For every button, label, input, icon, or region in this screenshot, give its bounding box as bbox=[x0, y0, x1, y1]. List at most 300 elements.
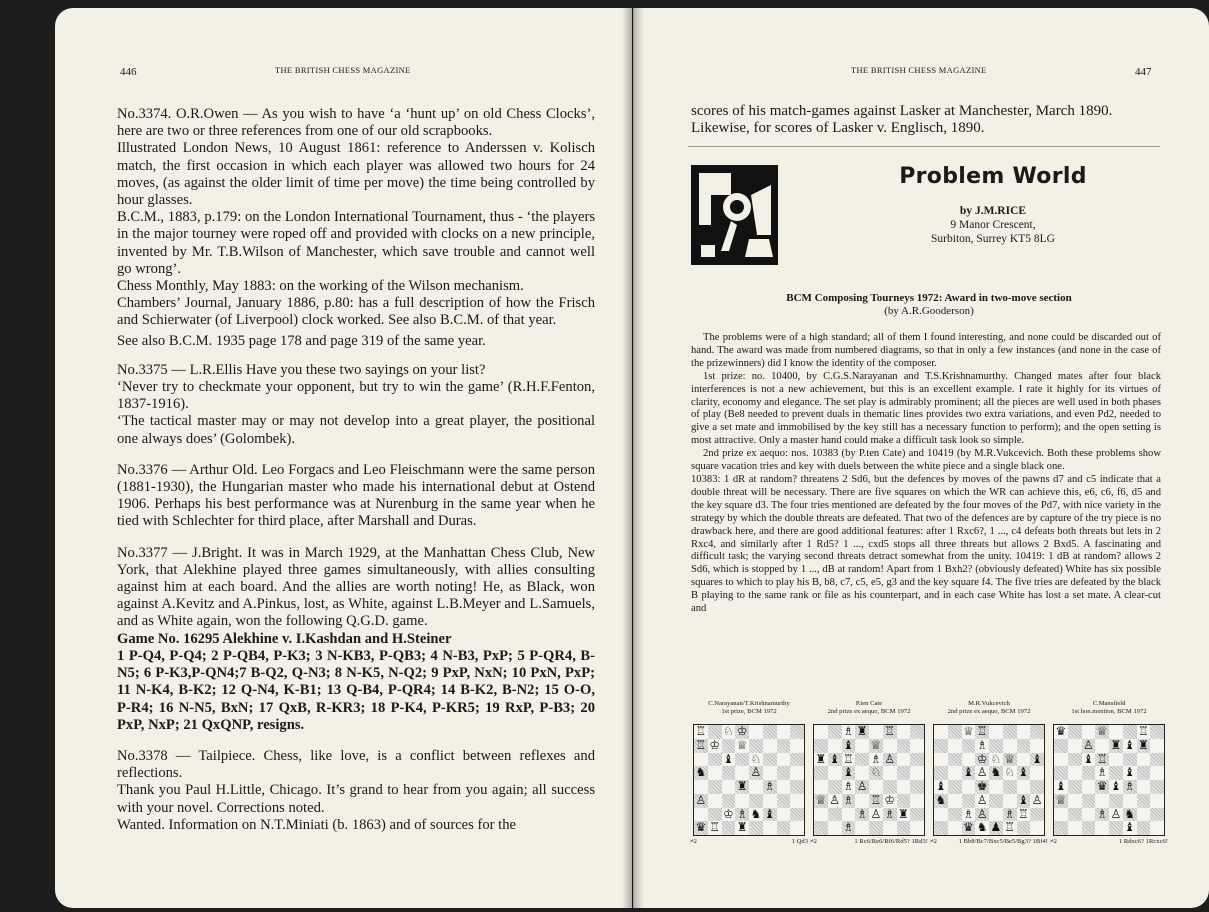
board-square bbox=[814, 808, 828, 822]
board-square bbox=[855, 794, 869, 808]
board-square bbox=[1150, 808, 1164, 822]
board-square bbox=[1150, 780, 1164, 794]
diagram-caption bbox=[930, 700, 1048, 724]
board-square bbox=[1123, 725, 1137, 739]
book-gutter bbox=[622, 8, 644, 908]
chess-piece-emblem-icon bbox=[691, 165, 778, 265]
board-square: ♝ bbox=[1017, 792, 1029, 807]
diagram-caption bbox=[690, 700, 808, 724]
paragraph: 2nd prize ex aequo: nos. 10383 (by P.ten Cate) and 10419 (by M.R.Vukcevich. Both these problems show square vacation tries and key with duels between the white piece and a single black one. bbox=[691, 448, 1161, 473]
paragraph: Chess Monthly, May 1883: on the working of the Wilson mechanism. bbox=[117, 278, 524, 295]
board-square: ♛ bbox=[695, 820, 707, 835]
board-square bbox=[1123, 794, 1137, 808]
board-square bbox=[1003, 725, 1017, 739]
board-square bbox=[763, 766, 777, 780]
board-square: ♗ bbox=[976, 737, 988, 752]
board-square bbox=[962, 794, 976, 808]
board-square: ♘ bbox=[870, 765, 882, 780]
board-square: ♙ bbox=[829, 792, 840, 807]
board-square: ♞ bbox=[935, 792, 947, 807]
board-square bbox=[814, 780, 828, 794]
board-square bbox=[763, 739, 777, 753]
board-square bbox=[897, 739, 911, 753]
board-square: ♖ bbox=[1004, 820, 1015, 835]
board-square: ♖ bbox=[976, 724, 988, 738]
board-square bbox=[910, 808, 924, 822]
board-square: ♗ bbox=[842, 820, 854, 835]
board-square bbox=[1054, 808, 1068, 822]
board-square bbox=[948, 808, 962, 822]
paragraph: No.3376 — Arthur Old. Leo Forgacs and Leo Fleischmann were the same person (1881-1930), the Hungarian master who made his international debut at Ostend 1906. Perhaps his best performance was at Nurenburg in the same year when he tied with Schlechter for third place, after Marshall and Duras. bbox=[117, 461, 595, 530]
board-square bbox=[708, 725, 722, 739]
board-square bbox=[869, 780, 883, 794]
board-square bbox=[897, 780, 911, 794]
board-square bbox=[735, 753, 749, 767]
board-square bbox=[948, 821, 962, 835]
board-square bbox=[1030, 766, 1044, 780]
board-square bbox=[989, 794, 1003, 808]
board-square bbox=[722, 794, 736, 808]
board-square bbox=[790, 808, 804, 822]
column-emblem bbox=[691, 165, 778, 265]
board-square bbox=[842, 808, 856, 822]
board-square bbox=[777, 821, 791, 835]
board-square: ♗ bbox=[1124, 779, 1135, 793]
board-square bbox=[1068, 725, 1082, 739]
board-square: ♙ bbox=[1031, 792, 1043, 807]
diagram-stipulation: ≠2 bbox=[1050, 838, 1057, 845]
board-square bbox=[1082, 766, 1096, 780]
board-square bbox=[934, 739, 948, 753]
board-square bbox=[883, 766, 897, 780]
board-square: ♙ bbox=[870, 806, 882, 821]
diagram-solution: 1 Qd3 bbox=[791, 838, 808, 845]
board-square: ♙ bbox=[976, 806, 988, 821]
diagram-footer bbox=[810, 838, 928, 846]
board-square bbox=[828, 766, 842, 780]
board-square: ♗ bbox=[736, 806, 748, 821]
board-square bbox=[1137, 808, 1151, 822]
board-square: ♝ bbox=[1110, 779, 1122, 793]
board-square: ♗ bbox=[1096, 765, 1108, 780]
board-square bbox=[989, 808, 1003, 822]
diagram-footer bbox=[930, 838, 1048, 846]
board-square bbox=[1150, 821, 1164, 835]
left-body-text bbox=[117, 106, 595, 834]
board-square bbox=[1054, 766, 1068, 780]
board-square: ♜ bbox=[856, 724, 868, 738]
board-square: ♗ bbox=[1096, 806, 1108, 821]
board-square bbox=[708, 766, 722, 780]
board-square: ♝ bbox=[842, 765, 854, 780]
board-square bbox=[749, 739, 763, 753]
board-square bbox=[1150, 725, 1164, 739]
board-square bbox=[828, 739, 842, 753]
board-square: ♙ bbox=[1110, 806, 1122, 821]
board-square: ♗ bbox=[842, 792, 854, 807]
board-square bbox=[1030, 725, 1044, 739]
board-square: ♜ bbox=[897, 806, 909, 821]
board-square bbox=[855, 739, 869, 753]
running-head: THE BRITISH CHESS MAGAZINE bbox=[851, 65, 987, 75]
diagram-caption bbox=[810, 700, 928, 724]
board-square: ♖ bbox=[884, 724, 895, 738]
board-square: ♖ bbox=[870, 792, 882, 807]
board-square: ♔ bbox=[722, 806, 734, 821]
board-square bbox=[855, 821, 869, 835]
board-square bbox=[777, 753, 791, 767]
board-square: ♕ bbox=[870, 737, 882, 752]
board-square bbox=[910, 821, 924, 835]
paragraph: ‘Never try to checkmate your opponent, but try to win the game’ (R.H.F.Fenton, 1837-1916). bbox=[117, 379, 595, 413]
board-square bbox=[1003, 780, 1017, 794]
board-square bbox=[828, 808, 842, 822]
board-square: ♔ bbox=[884, 792, 895, 807]
board-square: ♙ bbox=[695, 792, 707, 807]
board-square bbox=[790, 739, 804, 753]
paragraph: No.3378 — Tailpiece. Chess, like love, is a conflict between reflexes and reflections. bbox=[117, 747, 595, 782]
board-square bbox=[1109, 821, 1123, 835]
board-square: ♔ bbox=[709, 737, 720, 752]
board-square bbox=[897, 753, 911, 767]
board-square bbox=[1095, 794, 1109, 808]
board-square bbox=[948, 753, 962, 767]
board-square: ♗ bbox=[764, 779, 775, 793]
page-number: 446 bbox=[120, 66, 137, 78]
board-square bbox=[1109, 766, 1123, 780]
board-square bbox=[749, 794, 763, 808]
board-square: ♗ bbox=[1004, 806, 1015, 821]
board-square: ♝ bbox=[1017, 765, 1029, 780]
paragraph: Wanted. Information on N.T.Miniati (b. 1863) and of sources for the bbox=[117, 816, 516, 833]
board-square: ♝ bbox=[764, 806, 775, 821]
board-square bbox=[777, 808, 791, 822]
chess-board bbox=[693, 724, 805, 836]
board-square bbox=[962, 753, 976, 767]
board-square bbox=[948, 794, 962, 808]
board-square bbox=[1068, 780, 1082, 794]
board-square bbox=[1068, 739, 1082, 753]
board-square bbox=[962, 780, 976, 794]
board-square bbox=[694, 780, 708, 794]
board-square bbox=[1017, 780, 1031, 794]
board-square bbox=[910, 725, 924, 739]
board-square bbox=[1109, 725, 1123, 739]
board-square: ♜ bbox=[815, 751, 827, 766]
board-square bbox=[1082, 780, 1096, 794]
board-square bbox=[989, 739, 1003, 753]
byline-block bbox=[853, 204, 1133, 246]
board-square bbox=[855, 753, 869, 767]
board-square bbox=[777, 780, 791, 794]
board-square bbox=[722, 766, 736, 780]
running-head: THE BRITISH CHESS MAGAZINE bbox=[275, 65, 411, 75]
board-square bbox=[1068, 821, 1082, 835]
board-square bbox=[790, 794, 804, 808]
diagram-award: 1st hon.mention, BCM 1972 bbox=[1071, 708, 1147, 715]
board-square bbox=[1137, 753, 1151, 767]
board-square: ♖ bbox=[842, 751, 854, 766]
board-square bbox=[763, 821, 777, 835]
board-square: ♙ bbox=[856, 779, 868, 793]
board-square bbox=[1095, 739, 1109, 753]
chess-board bbox=[813, 724, 925, 836]
chess-diagram bbox=[810, 700, 928, 846]
board-square bbox=[1030, 821, 1044, 835]
board-square: ♙ bbox=[750, 765, 762, 780]
board-square bbox=[722, 821, 736, 835]
board-square bbox=[934, 766, 948, 780]
chess-diagram bbox=[690, 700, 808, 846]
board-square bbox=[694, 808, 708, 822]
board-square bbox=[1030, 808, 1044, 822]
board-square bbox=[948, 725, 962, 739]
board-square bbox=[1082, 794, 1096, 808]
board-square bbox=[749, 780, 763, 794]
board-square: ♕ bbox=[815, 792, 827, 807]
board-square bbox=[948, 739, 962, 753]
left-page bbox=[55, 8, 632, 908]
board-square: ♝ bbox=[1082, 751, 1094, 766]
board-square: ♖ bbox=[709, 820, 720, 835]
board-square: ♖ bbox=[1137, 724, 1149, 738]
board-square: ♙ bbox=[976, 765, 988, 780]
board-square bbox=[1150, 739, 1164, 753]
board-square: ♘ bbox=[750, 751, 762, 766]
board-square bbox=[814, 739, 828, 753]
board-square bbox=[1003, 794, 1017, 808]
board-square bbox=[1017, 821, 1031, 835]
diagram-stipulation: ≠2 bbox=[930, 838, 937, 845]
board-square bbox=[869, 725, 883, 739]
board-square bbox=[1017, 725, 1031, 739]
diagram-solution: 1 Bb8/Bc7/Bxc5/Be5/Bg3? 1Bf4! bbox=[958, 838, 1048, 845]
diagram-composer: C.Mansfield bbox=[1092, 700, 1126, 707]
board-square bbox=[777, 766, 791, 780]
board-square: ♗ bbox=[870, 751, 882, 766]
board-square: ♝ bbox=[1031, 751, 1043, 766]
board-square: ♛ bbox=[962, 820, 974, 835]
board-square bbox=[910, 753, 924, 767]
chess-board bbox=[1053, 724, 1165, 836]
board-square bbox=[1150, 753, 1164, 767]
paragraph: No.3374. O.R.Owen — As you wish to have ‘a ‘hunt up’ on old Chess Clocks’, here are two or three references from one of our old scrapbooks. bbox=[117, 106, 595, 140]
board-square bbox=[1095, 821, 1109, 835]
award-heading-block bbox=[729, 292, 1129, 318]
board-square: ♗ bbox=[962, 806, 974, 821]
right-body-text bbox=[691, 332, 1161, 616]
board-square: ♕ bbox=[1004, 751, 1015, 766]
board-square: ♕ bbox=[1055, 792, 1067, 807]
board-square bbox=[828, 821, 842, 835]
board-square bbox=[934, 821, 948, 835]
board-square bbox=[1123, 753, 1137, 767]
award-judge: (by A.R.Gooderson) bbox=[884, 305, 974, 317]
board-square bbox=[883, 780, 897, 794]
board-square bbox=[1030, 780, 1044, 794]
board-square bbox=[828, 780, 842, 794]
board-square: ♚ bbox=[976, 779, 988, 793]
board-square bbox=[722, 780, 736, 794]
board-square: ♕ bbox=[962, 724, 974, 738]
board-square bbox=[1082, 808, 1096, 822]
diagram-award: 2nd prize ex aequo, BCM 1972 bbox=[947, 708, 1031, 715]
board-square bbox=[749, 725, 763, 739]
board-square bbox=[1137, 766, 1151, 780]
board-square: ♞ bbox=[750, 806, 762, 821]
paragraph: Thank you Paul H.Little, Chicago. It’s grand to hear from you again; all success with your novel. Corrections noted. bbox=[117, 782, 595, 816]
board-square bbox=[790, 725, 804, 739]
board-square bbox=[1068, 766, 1082, 780]
board-square bbox=[749, 821, 763, 835]
diagram-solution: 1 Rdxc6? 1Rcxc6! bbox=[1118, 838, 1168, 845]
paragraph: No.3377 — J.Bright. It was in March 1929, at the Manhattan Chess Club, New York, that Alekhine played three games simultaneously, with allies consulting against him at each board. And the allies are worth noting! He, as Black, won against A.Kevitz and A.Pinkus, lost, as White, against L.B.Meyer and L.Samuels, and as White again, won the following Q.G.D. game. bbox=[117, 544, 595, 630]
paragraph: ‘The tactical master may or may not develop into a great player, the positional one always does’ (Golombek). bbox=[117, 413, 595, 447]
board-square bbox=[814, 766, 828, 780]
board-square bbox=[948, 780, 962, 794]
board-square bbox=[1109, 753, 1123, 767]
paragraph: See also B.C.M. 1935 page 178 and page 319 of the same year. bbox=[117, 332, 486, 349]
board-square: ♝ bbox=[842, 737, 854, 752]
paragraph: 1st prize: no. 10400, by C.G.S.Narayanan and T.S.Krishnamurthy. Changed mates after four black interferences is not a new achievement, but this is an excellent example. I rate it highly for its virtues of clarity, economy and elegance. The set play is admirably prominent; all the pieces are well used in both phases of play (Be8 needed to prevent duals in thematic lines provides two extra variations, and even Pd2, needed to give a set mate and immobilised by the key still has a necessary function to perform); and the open setting is most attractive. Only a master hand could make a difficult task look so simple. bbox=[691, 370, 1161, 447]
award-heading: BCM Composing Tourneys 1972: Award in two-move section bbox=[786, 292, 1072, 304]
board-square: ♜ bbox=[736, 820, 748, 835]
board-square: ♕ bbox=[736, 737, 748, 752]
board-square bbox=[1030, 739, 1044, 753]
board-square bbox=[708, 794, 722, 808]
board-square bbox=[897, 821, 911, 835]
diagram-award: 1st prize, BCM 1972 bbox=[721, 708, 777, 715]
board-square: ♜ bbox=[1110, 737, 1122, 752]
board-square bbox=[897, 725, 911, 739]
diagram-stipulation: ≠2 bbox=[810, 838, 817, 845]
board-square: ♝ bbox=[1124, 765, 1135, 780]
board-square: ♟ bbox=[990, 820, 1002, 835]
board-square bbox=[1068, 808, 1082, 822]
board-square bbox=[1017, 753, 1031, 767]
board-square bbox=[1054, 739, 1068, 753]
board-square: ♖ bbox=[1096, 751, 1108, 766]
board-square: ♖ bbox=[1017, 806, 1029, 821]
diagram-footer bbox=[1050, 838, 1168, 846]
board-square bbox=[1150, 766, 1164, 780]
paragraph: B.C.M., 1883, p.179: on the London International Tournament, thus - ‘the players in the major tourney were roped off and provided with clocks on a new principle, invented by Mr. T.B.Wilson of Manchester, which save trouble and cannot well go wrong’. bbox=[117, 209, 595, 277]
board-square: ♙ bbox=[1082, 737, 1094, 752]
board-square bbox=[883, 821, 897, 835]
board-square: ♝ bbox=[829, 751, 840, 766]
board-square: ♙ bbox=[976, 792, 988, 807]
board-square: ♘ bbox=[1004, 765, 1015, 780]
board-square bbox=[855, 766, 869, 780]
paragraph: No.3375 — L.R.Ellis Have you these two sayings on your list? bbox=[117, 361, 486, 378]
board-square bbox=[735, 766, 749, 780]
board-square bbox=[1068, 794, 1082, 808]
board-square bbox=[989, 780, 1003, 794]
board-square bbox=[1082, 725, 1096, 739]
board-square bbox=[1137, 821, 1151, 835]
board-square: ♖ bbox=[695, 737, 707, 752]
board-square bbox=[828, 725, 842, 739]
paragraph: 10383: 1 dR at random? threatens 2 Sd6, but the defences by moves of the pawns d7 and c5 indicate that a double threat will be necessary. There are five squares on which the WR can achieve this, e6, c6, f6, d5 and the key square d3. The four tries mentioned are defeated by the four moves of the Pd7, with nice variety in the strategy by which the double threats are defeated. That two of the defences are by capture of the try piece is no drawback here, and there are good additional features: after 1 Rxc6?, 1 ..., c4 defeats both threats but lets in 2 Rxc4, and similarly after 1 Rd5? 1 ..., cxd5 stops all three threats but allows 2 Bxd5. A fascinating and difficult task; the varying second threats detract somewhat from the unity. 10419: 1 dB at random? allows 2 Sd6, which is stopped by 1 ..., dB at random! Apart from 1 Bxh2? (obviously defeated) White has six possible squares to which to play his B, b8, c7, c5, e5, g3 and the key square f4. The five tries are defeated by the black B playing to the same rank or file as his counterpart, and in each case White has lost a set mate. A clear-cut and bbox=[691, 473, 1161, 615]
board-square: ♝ bbox=[722, 751, 734, 766]
paragraph: Illustrated London News, 10 August 1861: reference to Anderssen v. Kolisch match, the first occasion in which each player was allowed two hours for 24 moves, (as against the older limit of time per move) the time being controlled by hour glasses. bbox=[117, 140, 595, 209]
board-square bbox=[763, 725, 777, 739]
board-square bbox=[708, 780, 722, 794]
address-line: Surbiton, Surrey KT5 8LG bbox=[931, 233, 1055, 245]
board-square: ♞ bbox=[1124, 806, 1135, 821]
board-square bbox=[1054, 821, 1068, 835]
board-square bbox=[790, 753, 804, 767]
board-square bbox=[948, 766, 962, 780]
board-square bbox=[790, 821, 804, 835]
page-number: 447 bbox=[1135, 66, 1152, 78]
board-square bbox=[1137, 780, 1151, 794]
board-square: ♙ bbox=[884, 751, 895, 766]
board-square: ♞ bbox=[976, 820, 988, 835]
board-square bbox=[934, 808, 948, 822]
board-square bbox=[897, 766, 911, 780]
board-square bbox=[814, 821, 828, 835]
diagram-composer: P.ten Cate bbox=[855, 700, 883, 707]
board-square bbox=[1150, 794, 1164, 808]
diagram-footer bbox=[690, 838, 808, 846]
diagram-stipulation: ≠2 bbox=[690, 838, 697, 845]
board-square bbox=[1054, 753, 1068, 767]
diagram-composer: M.R.Vukcevich bbox=[968, 700, 1010, 707]
paragraph: Chambers’ Journal, January 1886, p.80: has a full description of how the Frisch and Schierwater (of Liverpool) clock worked. See also B.C.M. of that year. bbox=[117, 295, 595, 329]
board-square: ♞ bbox=[695, 765, 707, 780]
board-square bbox=[1082, 821, 1096, 835]
board-square: ♗ bbox=[842, 724, 854, 738]
board-square bbox=[1137, 794, 1151, 808]
board-square: ♝ bbox=[1124, 737, 1135, 752]
paragraph: The problems were of a high standard; all of them I found interesting, and none could be discarded out of hand. The award was made from numbered diagrams, so that in only a few instances (and none in the case of the prizewinners) did I know the identity of the composer. bbox=[691, 332, 1161, 369]
address-line: 9 Manor Crescent, bbox=[950, 219, 1036, 231]
board-square bbox=[735, 794, 749, 808]
board-square bbox=[989, 725, 1003, 739]
board-square: ♔ bbox=[736, 724, 748, 738]
board-square bbox=[694, 753, 708, 767]
board-square: ♘ bbox=[990, 751, 1002, 766]
board-square: ♜ bbox=[736, 779, 748, 793]
section-title: Problem World bbox=[899, 164, 1087, 189]
board-square bbox=[910, 794, 924, 808]
board-square bbox=[883, 739, 897, 753]
game-heading: Game No. 16295 Alekhine v. I.Kashdan and H.Steiner bbox=[117, 630, 452, 647]
board-square bbox=[814, 725, 828, 739]
board-square bbox=[962, 739, 976, 753]
board-square bbox=[1003, 739, 1017, 753]
board-square: ♗ bbox=[884, 806, 895, 821]
board-square bbox=[777, 794, 791, 808]
board-square: ♕ bbox=[1096, 724, 1108, 738]
board-square: ♛ bbox=[1055, 724, 1067, 738]
board-square: ♔ bbox=[976, 751, 988, 766]
diagram-solution: 1 Rc6/Re6/Rf6/Rd5? 1Rd3! bbox=[854, 838, 928, 845]
board-square bbox=[934, 753, 948, 767]
board-square bbox=[910, 739, 924, 753]
byline: by J.M.RICE bbox=[959, 205, 1027, 217]
board-square: ♘ bbox=[722, 724, 734, 738]
board-square bbox=[722, 739, 736, 753]
board-square bbox=[1109, 794, 1123, 808]
board-square bbox=[910, 766, 924, 780]
chess-diagram bbox=[930, 700, 1048, 846]
board-square bbox=[934, 725, 948, 739]
board-square: ♝ bbox=[935, 779, 947, 793]
continued-text: scores of his match-games against Lasker at Manchester, March 1890. Likewise, for scores of Lasker v. Englisch, 1890. bbox=[691, 103, 1113, 136]
board-square: ♞ bbox=[990, 765, 1002, 780]
